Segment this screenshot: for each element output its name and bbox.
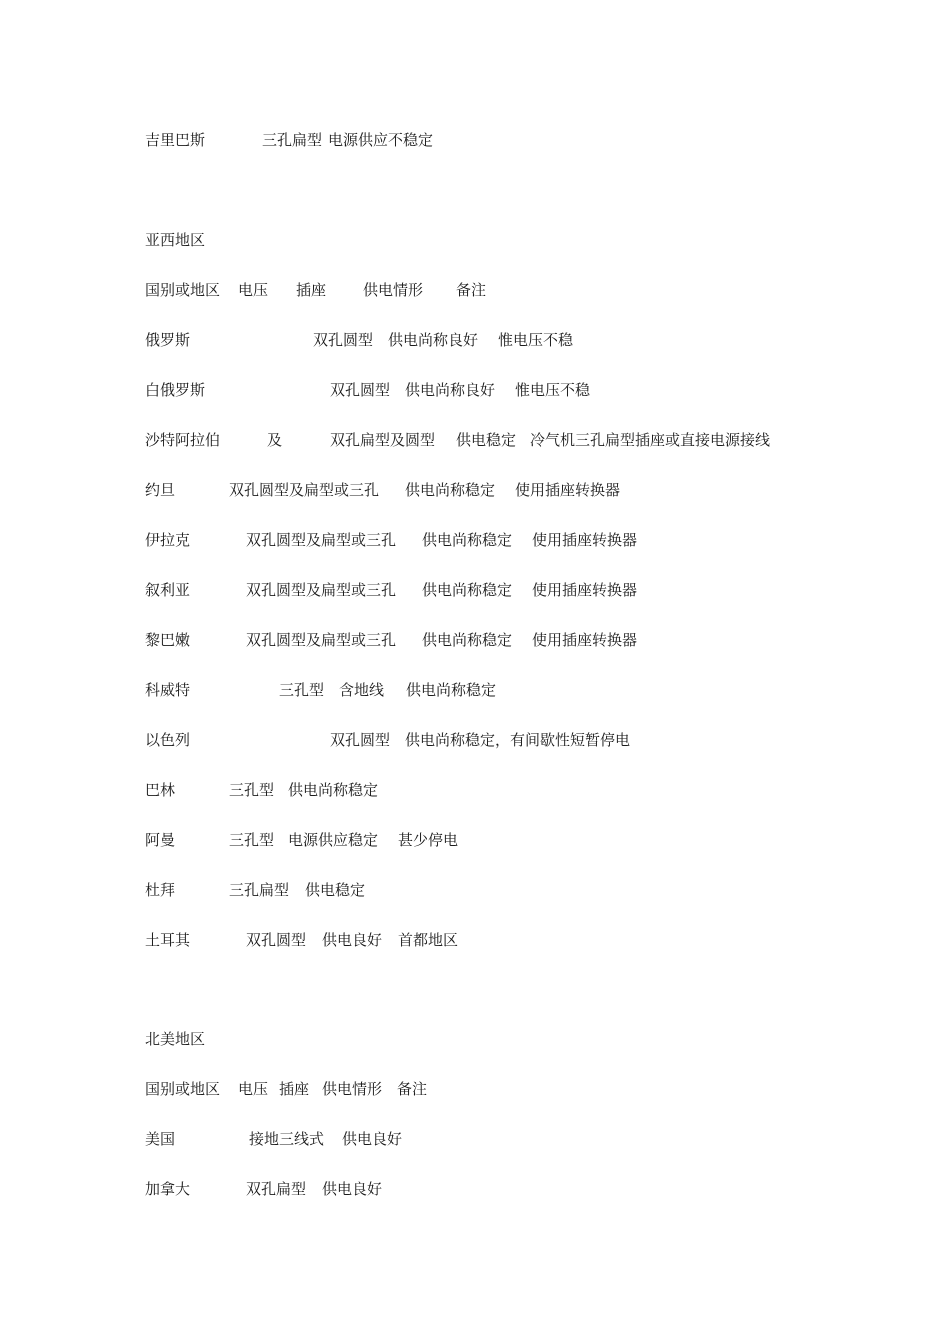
country-name: 伊拉克 (145, 531, 191, 549)
country-name: 加拿大 (145, 1180, 191, 1198)
country-name: 科威特 (145, 681, 191, 699)
supply-status: 供电尚称稳定 (406, 681, 497, 699)
supply-status: 供电良好 (322, 1180, 383, 1198)
notes: 惟电压不稳 (515, 381, 591, 399)
socket-type: 双孔圆型及扁型或三孔 (246, 581, 397, 599)
header-supply: 供电情形 (363, 281, 424, 299)
country-name: 白俄罗斯 (145, 381, 206, 399)
supply-status: 供电尚称稳定 (422, 531, 513, 549)
socket-type: 双孔圆型 (330, 381, 391, 399)
country-name: 俄罗斯 (145, 331, 191, 349)
socket-type: 双孔圆型及扁型或三孔 (229, 481, 380, 499)
supply-status: 供电尚称良好 (388, 331, 479, 349)
header-notes: 备注 (397, 1080, 428, 1098)
country-name: 以色列 (145, 731, 191, 749)
socket-type: 三孔型 (229, 831, 275, 849)
socket-type: 双孔扁型及圆型 (330, 431, 436, 449)
notes: 惟电压不稳 (498, 331, 574, 349)
supply-status: 电源供应稳定 (288, 831, 379, 849)
country-name: 约旦 (145, 481, 176, 499)
header-voltage: 电压 (238, 281, 269, 299)
socket-type: 三孔扁型 (229, 881, 290, 899)
notes: 首都地区 (398, 931, 459, 949)
country-name: 土耳其 (145, 931, 191, 949)
supply-status: 供电稳定 (305, 881, 366, 899)
notes: 冷气机三孔扁型插座或直接电源接线 (530, 431, 771, 449)
header-socket: 插座 (296, 281, 327, 299)
grounding: 含地线 (339, 681, 385, 699)
country-name: 黎巴嫩 (145, 631, 191, 649)
notes: 使用插座转换器 (532, 581, 638, 599)
header-country: 国别或地区 (145, 281, 221, 299)
section-heading: 北美地区 (145, 1030, 206, 1048)
country-name: 巴林 (145, 781, 176, 799)
voltage-connector: 及 (267, 431, 283, 449)
country-name: 吉里巴斯 (145, 131, 206, 149)
socket-type: 三孔型 (279, 681, 325, 699)
country-name: 美国 (145, 1130, 176, 1148)
notes: 使用插座转换器 (532, 531, 638, 549)
socket-type: 双孔圆型 (330, 731, 391, 749)
header-voltage: 电压 (238, 1080, 269, 1098)
supply-status: 供电良好 (342, 1130, 403, 1148)
supply-status: 供电尚称良好 (405, 381, 496, 399)
country-name: 叙利亚 (145, 581, 191, 599)
country-name: 沙特阿拉伯 (145, 431, 221, 449)
supply-status: 电源供应不稳定 (328, 131, 434, 149)
socket-type: 双孔圆型 (246, 931, 307, 949)
socket-type: 双孔扁型 (246, 1180, 307, 1198)
socket-type: 三孔扁型 (262, 131, 323, 149)
socket-type: 三孔型 (229, 781, 275, 799)
socket-type: 接地三线式 (249, 1130, 325, 1148)
section-heading: 亚西地区 (145, 231, 206, 249)
country-name: 杜拜 (145, 881, 176, 899)
header-country: 国别或地区 (145, 1080, 221, 1098)
supply-status: 供电稳定 (456, 431, 517, 449)
header-socket: 插座 (279, 1080, 310, 1098)
notes: 使用插座转换器 (532, 631, 638, 649)
supply-status: 供电尚称稳定 (288, 781, 379, 799)
notes: 甚少停电 (398, 831, 459, 849)
supply-status: 供电尚称稳定 (422, 581, 513, 599)
supply-status: 供电尚称稳定 (405, 481, 496, 499)
header-notes: 备注 (456, 281, 487, 299)
socket-type: 双孔圆型 (313, 331, 374, 349)
notes: 使用插座转换器 (515, 481, 621, 499)
supply-status: 供电良好 (322, 931, 383, 949)
supply-status: 供电尚称稳定，有间歇性短暂停电 (405, 731, 631, 749)
header-supply: 供电情形 (322, 1080, 383, 1098)
socket-type: 双孔圆型及扁型或三孔 (246, 631, 397, 649)
supply-status: 供电尚称稳定 (422, 631, 513, 649)
country-name: 阿曼 (145, 831, 176, 849)
socket-type: 双孔圆型及扁型或三孔 (246, 531, 397, 549)
